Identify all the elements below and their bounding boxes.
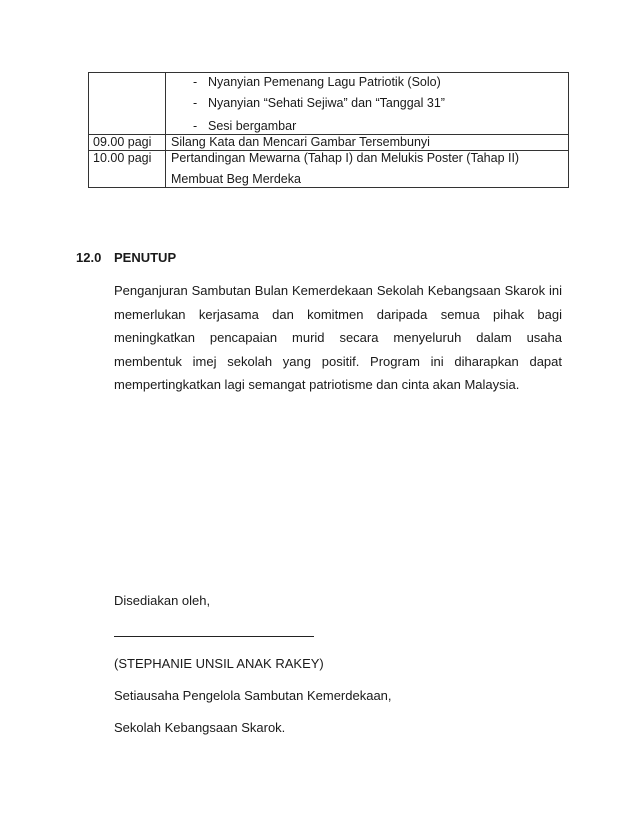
activity-sublist: [171, 75, 568, 134]
activity-cell: Silang Kata dan Mencari Gambar Tersembunyi: [166, 135, 569, 151]
list-item-text: Nyanyian “Sehati Sejiwa” dan “Tanggal 31”: [208, 96, 445, 110]
dash-marker: -: [193, 119, 198, 133]
section-number: 12.0: [76, 250, 102, 265]
time-cell: 10.00 pagi: [89, 151, 166, 188]
list-item-text: Sesi bergambar: [208, 119, 297, 133]
schedule-table: [88, 72, 569, 188]
dash-marker: -: [193, 75, 198, 89]
time-cell: [89, 73, 166, 135]
list-item: [171, 75, 568, 96]
list-item: [171, 119, 568, 134]
list-item-text: Nyanyian Pemenang Lagu Patriotik (Solo): [208, 75, 441, 89]
list-item: [171, 96, 568, 117]
activity-cell: [166, 73, 569, 135]
table-row: [89, 73, 569, 135]
signatory-school: Sekolah Kebangsaan Skarok.: [114, 720, 286, 735]
table-row: [89, 151, 569, 188]
activity-line: Pertandingan Mewarna (Tahap I) dan Melukis Poster (Tahap II): [171, 151, 520, 165]
activity-line: Membuat Beg Merdeka: [171, 172, 301, 186]
section-paragraph: Penganjuran Sambutan Bulan Kemerdekaan Sekolah Kebangsaan Skarok ini memerlukan kerjasama dan komitmen daripada semua pihak bagi meningkatkan pencapaian murid secara menyeluruh dalam usaha membentuk imej sekolah yang positif. Program ini diharapkan dapat mempertingkatkan lagi semangat patriotisme dan cinta akan Malaysia.: [114, 283, 562, 392]
signatory-name: (STEPHANIE UNSIL ANAK RAKEY): [114, 656, 324, 671]
time-cell: 09.00 pagi: [89, 135, 166, 151]
signature-line: [114, 636, 314, 637]
section-heading: [76, 250, 176, 265]
table-row: [89, 135, 569, 151]
section-title: PENUTUP: [114, 250, 177, 265]
activity-cell: [166, 151, 569, 188]
dash-marker: -: [193, 96, 198, 110]
signatory-position: Setiausaha Pengelola Sambutan Kemerdekaan,: [114, 688, 392, 703]
prepared-by-label: Disediakan oleh,: [114, 593, 211, 608]
